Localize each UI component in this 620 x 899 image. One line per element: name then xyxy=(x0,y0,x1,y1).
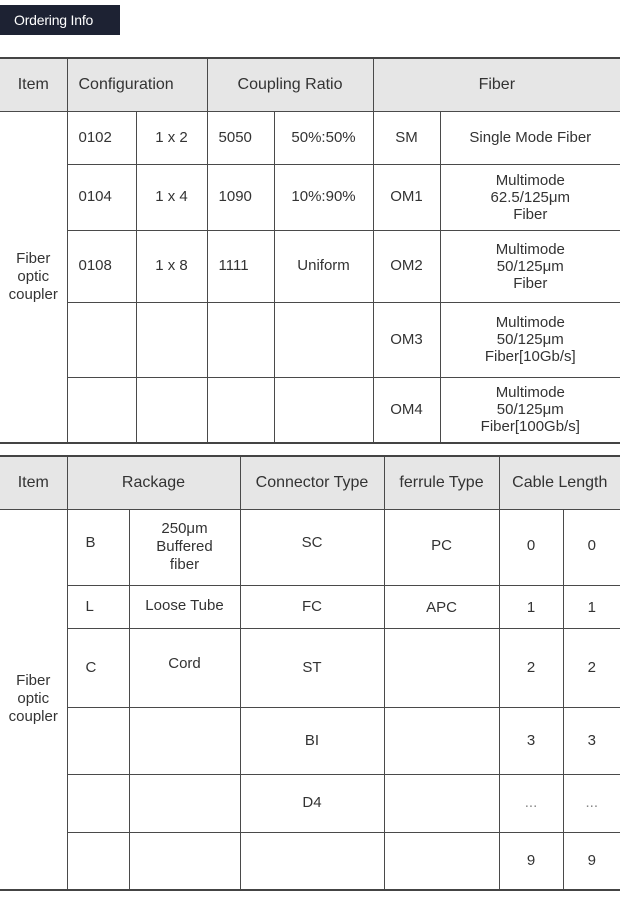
connector-type: FC xyxy=(240,585,384,628)
connector-type: BI xyxy=(240,707,384,774)
fiber-code: OM2 xyxy=(373,230,440,302)
item-line: Fiber xyxy=(16,672,51,690)
table-row xyxy=(0,509,620,585)
package-code xyxy=(67,832,129,890)
package-desc-line: Cord xyxy=(168,654,201,672)
table-row xyxy=(0,377,620,443)
package-desc xyxy=(129,707,240,774)
table-header-row xyxy=(0,58,620,111)
ferrule-type: PC xyxy=(384,509,499,585)
table-row xyxy=(0,111,620,164)
header-fiber: Fiber xyxy=(373,58,620,111)
header-connector-type: Connector Type xyxy=(240,456,384,509)
fiber-code: SM xyxy=(373,111,440,164)
item-line: optic xyxy=(17,690,50,708)
ordering-info-badge: Ordering Info xyxy=(0,5,120,35)
package-desc xyxy=(129,774,240,832)
length-code: 1 xyxy=(499,585,563,628)
table-row xyxy=(0,585,620,628)
config-value xyxy=(136,302,207,377)
connector-type: D4 xyxy=(240,774,384,832)
header-item: Item xyxy=(0,456,67,509)
fiber-code: OM3 xyxy=(373,302,440,377)
package-desc-line: fiber xyxy=(169,555,200,573)
ratio-value: Uniform xyxy=(274,230,373,302)
length-value: 0 xyxy=(563,509,620,585)
ratio-value: 10%:90% xyxy=(274,164,373,230)
config-code xyxy=(67,377,136,443)
table-row xyxy=(0,302,620,377)
length-value: 2 xyxy=(563,628,620,707)
table-row xyxy=(0,707,620,774)
header-ferrule-type: ferrule Type xyxy=(384,456,499,509)
package-table xyxy=(0,455,620,891)
package-desc-line: 250μm xyxy=(161,519,208,537)
item-cell xyxy=(0,111,67,443)
ferrule-type xyxy=(384,628,499,707)
ratio-code: 1090 xyxy=(207,164,274,230)
fiber-desc-line: Fiber[10Gb/s] xyxy=(484,348,576,365)
table-header-row xyxy=(0,456,620,509)
config-value xyxy=(136,377,207,443)
config-value: 1 x 2 xyxy=(136,111,207,164)
package-code xyxy=(67,707,129,774)
fiber-desc-line: Multimode xyxy=(495,384,565,402)
ratio-code xyxy=(207,302,274,377)
fiber-code: OM4 xyxy=(373,377,440,443)
ratio-code: 1111 xyxy=(207,230,274,302)
length-code: ... xyxy=(499,774,563,832)
config-code: 0104 xyxy=(67,164,136,230)
header-configuration: Configuration xyxy=(67,58,207,111)
ferrule-type: APC xyxy=(384,585,499,628)
ratio-value: 50%:50% xyxy=(274,111,373,164)
fiber-desc-line: 50/125μm xyxy=(496,331,564,348)
ferrule-type xyxy=(384,832,499,890)
item-line: coupler xyxy=(8,708,58,726)
fiber-desc-line: 62.5/125μm xyxy=(490,188,571,206)
fiber-desc xyxy=(440,377,620,443)
ferrule-type xyxy=(384,774,499,832)
fiber-desc-line: Fiber[100Gb/s] xyxy=(480,418,580,436)
fiber-desc-line: 50/125μm xyxy=(496,257,564,275)
configuration-table xyxy=(0,57,620,444)
fiber-desc xyxy=(440,302,620,377)
item-line: coupler xyxy=(8,285,58,303)
length-code: 3 xyxy=(499,707,563,774)
item-line: optic xyxy=(17,267,50,285)
ferrule-type xyxy=(384,707,499,774)
connector-type: ST xyxy=(240,628,384,707)
ratio-value xyxy=(274,377,373,443)
config-code: 0108 xyxy=(67,230,136,302)
item-cell xyxy=(0,509,67,890)
config-value: 1 x 8 xyxy=(136,230,207,302)
fiber-desc-line: Fiber xyxy=(513,205,548,223)
package-desc xyxy=(129,832,240,890)
config-code xyxy=(67,302,136,377)
package-desc-line: Buffered xyxy=(156,537,213,555)
package-desc xyxy=(129,628,240,707)
table-row xyxy=(0,628,620,707)
fiber-desc-line: Single Mode Fiber xyxy=(469,129,592,146)
package-code: B xyxy=(67,509,129,585)
length-code: 9 xyxy=(499,832,563,890)
connector-type: SC xyxy=(240,509,384,585)
fiber-desc-line: Multimode xyxy=(495,171,565,189)
length-value: 1 xyxy=(563,585,620,628)
fiber-desc-line: 50/125μm xyxy=(496,401,564,419)
header-package: Rackage xyxy=(67,456,240,509)
package-code xyxy=(67,774,129,832)
package-code: C xyxy=(67,628,129,707)
config-value: 1 x 4 xyxy=(136,164,207,230)
fiber-desc xyxy=(440,230,620,302)
table-row xyxy=(0,230,620,302)
length-code: 2 xyxy=(499,628,563,707)
table-row xyxy=(0,832,620,890)
package-code: L xyxy=(67,585,129,628)
package-desc xyxy=(129,509,240,585)
config-code: 0102 xyxy=(67,111,136,164)
fiber-desc-line: Multimode xyxy=(495,240,565,258)
table-row xyxy=(0,164,620,230)
fiber-desc xyxy=(440,164,620,230)
fiber-desc-line: Fiber xyxy=(513,274,548,292)
ratio-value xyxy=(274,302,373,377)
length-value: 9 xyxy=(563,832,620,890)
item-line: Fiber xyxy=(16,249,51,267)
length-code: 0 xyxy=(499,509,563,585)
header-coupling-ratio: Coupling Ratio xyxy=(207,58,373,111)
length-value: ... xyxy=(563,774,620,832)
header-item: Item xyxy=(0,58,67,111)
fiber-code: OM1 xyxy=(373,164,440,230)
package-desc xyxy=(129,585,240,628)
length-value: 3 xyxy=(563,707,620,774)
connector-type xyxy=(240,832,384,890)
package-desc-line: Loose Tube xyxy=(145,596,224,614)
table-row xyxy=(0,774,620,832)
ratio-code: 5050 xyxy=(207,111,274,164)
fiber-desc xyxy=(440,111,620,164)
header-cable-length: Cable Length xyxy=(499,456,620,509)
ratio-code xyxy=(207,377,274,443)
fiber-desc-line: Multimode xyxy=(495,314,565,331)
